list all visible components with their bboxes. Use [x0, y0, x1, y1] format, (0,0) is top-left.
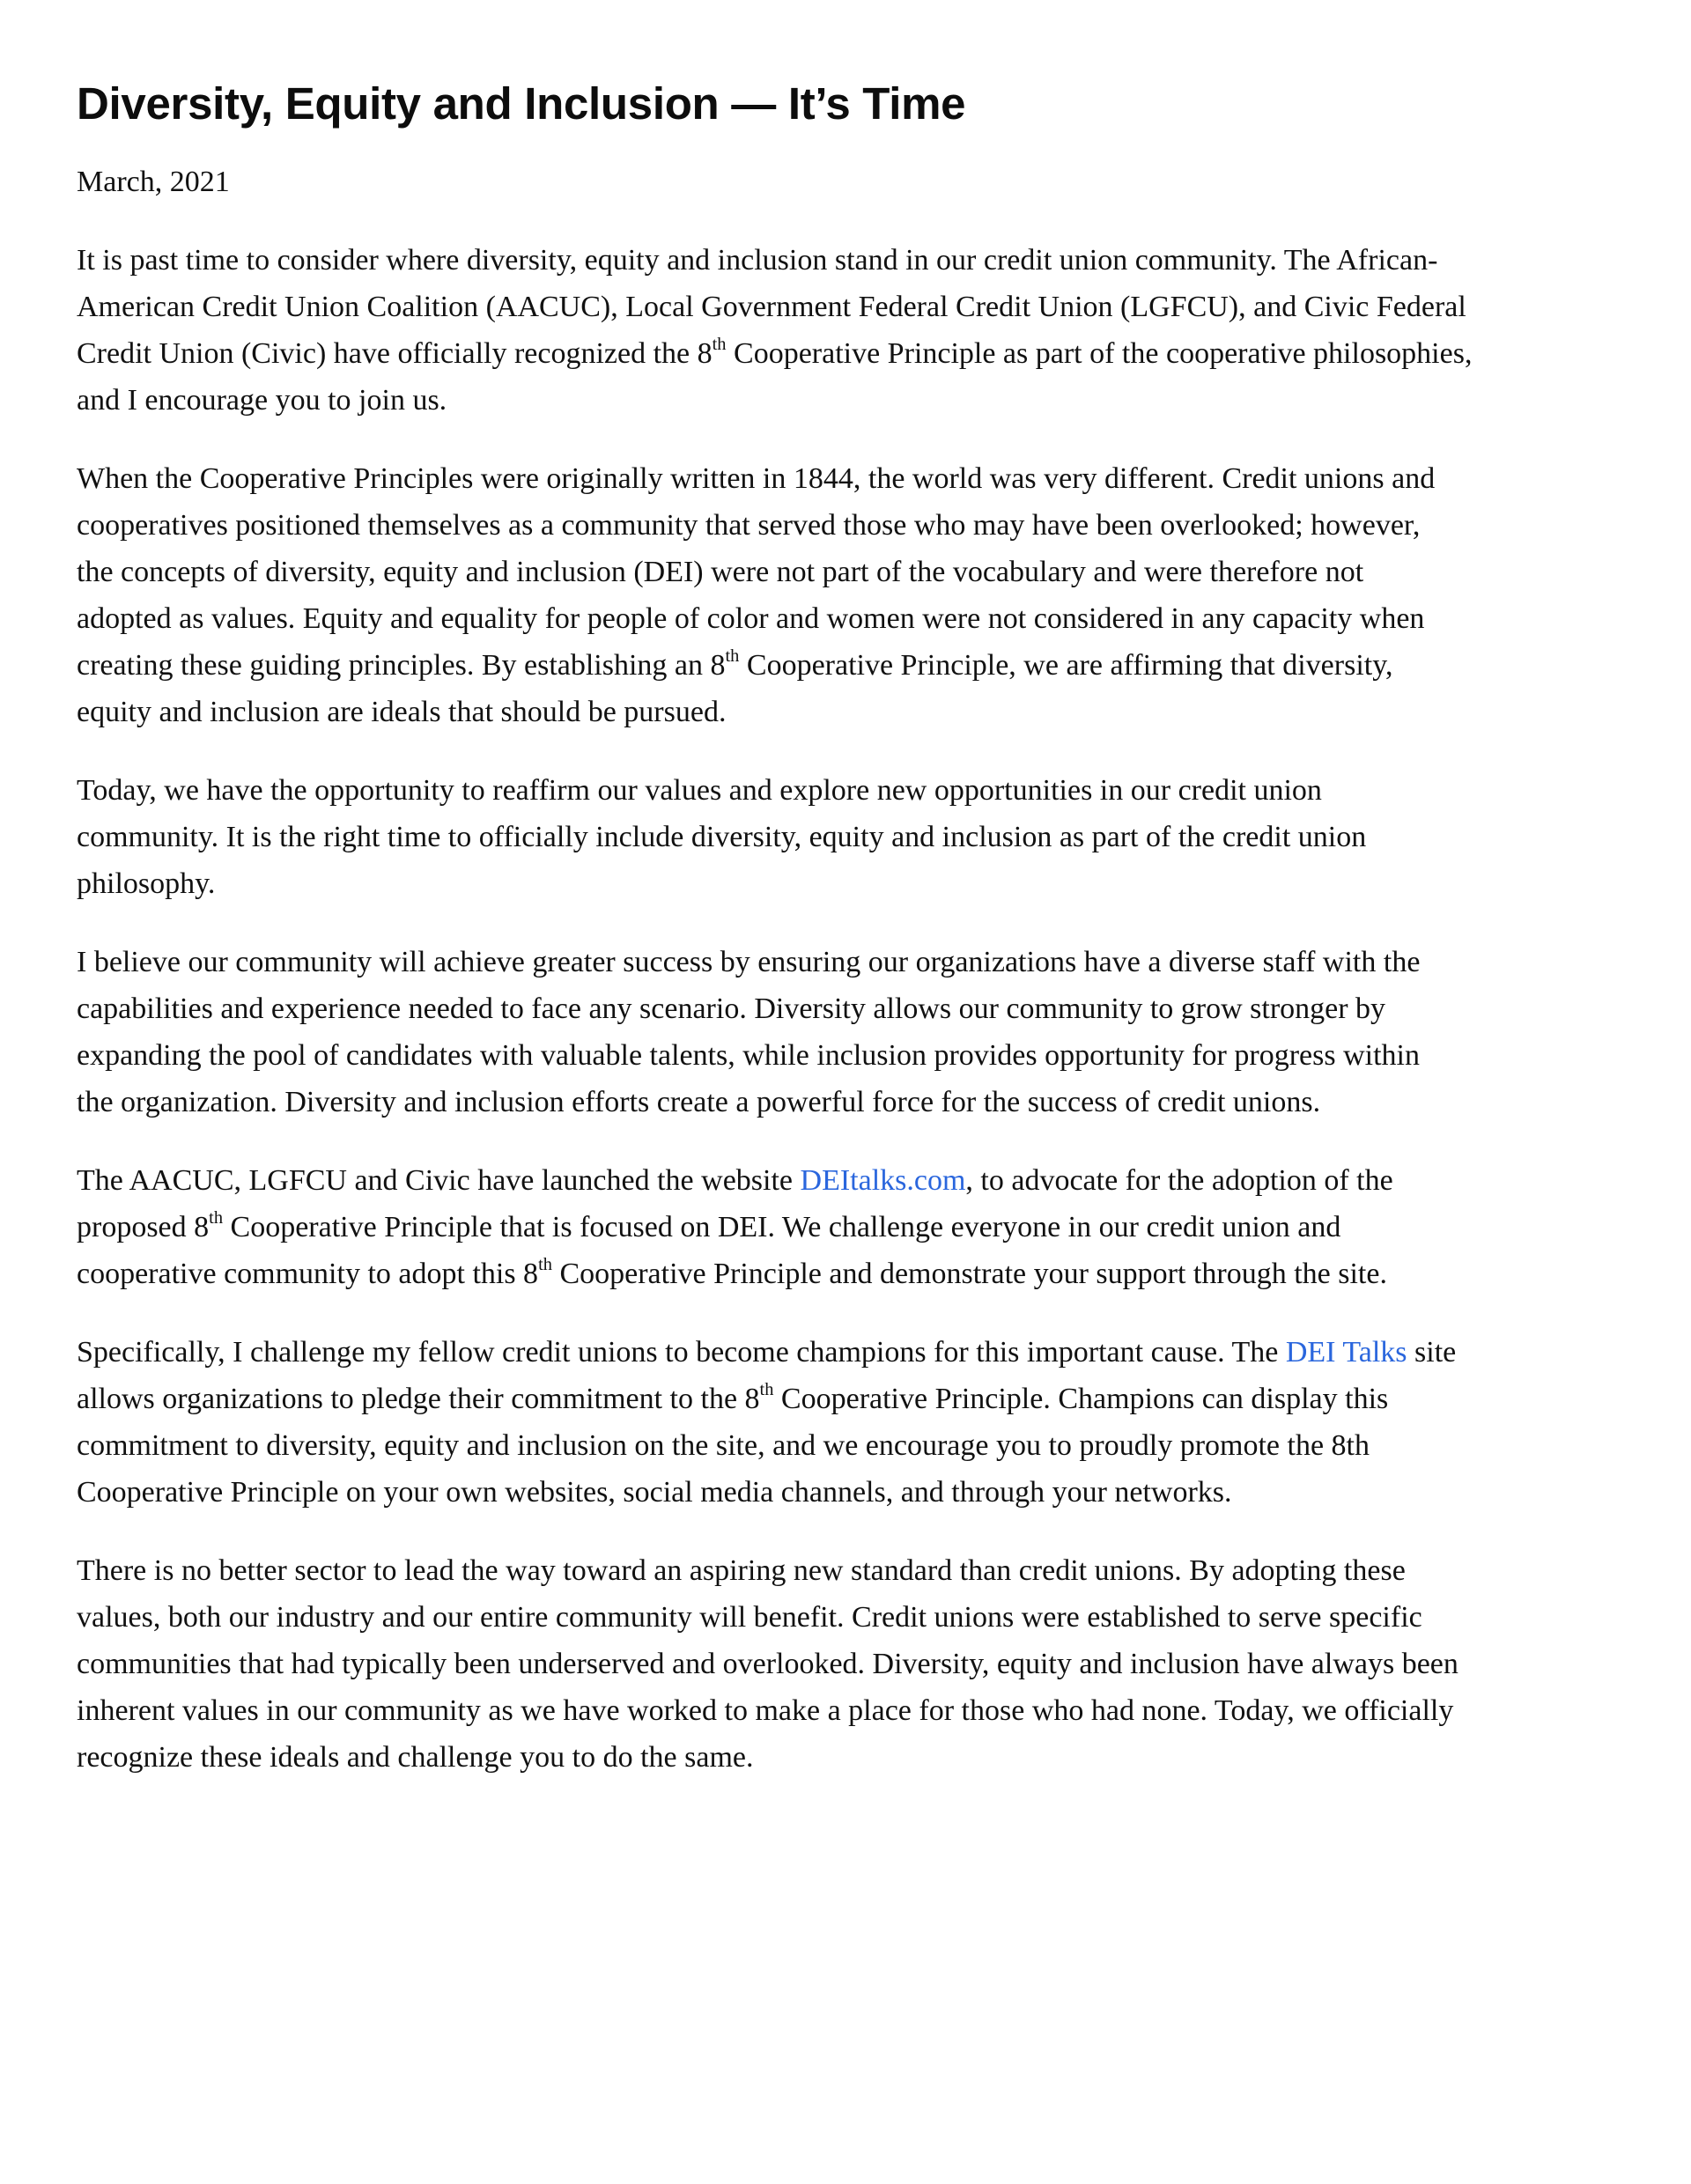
paragraph-line — [77, 767, 1627, 814]
paragraph-line — [77, 595, 1627, 642]
article-date: March, 2021 — [77, 166, 230, 198]
text-run: , to advocate for the adoption of the — [965, 1164, 1393, 1197]
text-run: expanding the pool of candidates with valuable talents, while inclusion provides opportunity for progress within — [77, 1039, 1420, 1072]
paragraph-line — [77, 377, 1627, 424]
text-run: adopted as values. Equity and equality for people of color and women were not considered in any capacity when — [77, 602, 1425, 635]
paragraph-line — [77, 455, 1627, 502]
paragraph-line — [77, 1157, 1627, 1204]
text-run: The AACUC, LGFCU and Civic have launched the website — [77, 1164, 801, 1197]
text-run: proposed 8 — [77, 1211, 210, 1243]
text-run: values, both our industry and our entire community will benefit. Credit unions were established to serve specific — [77, 1601, 1422, 1634]
text-run: It is past time to consider where diversity, equity and inclusion stand in our credit union community. The African- — [77, 244, 1438, 277]
paragraph-line — [77, 985, 1627, 1032]
paragraph-line — [77, 1547, 1627, 1594]
text-run: creating these guiding principles. By establishing an 8 — [77, 649, 726, 682]
paragraph-line — [77, 549, 1627, 595]
paragraph-line — [77, 1032, 1627, 1079]
body-paragraph — [77, 939, 1627, 1125]
paragraph-line — [77, 1422, 1627, 1469]
text-run: American Credit Union Coalition (AACUC), Local Government Federal Credit Union (LGFCU), and Civic Federal — [77, 291, 1466, 323]
paragraph-line — [77, 284, 1627, 330]
text-run: cooperatives positioned themselves as a community that served those who may have been overlooked; however, — [77, 509, 1421, 542]
deitalks-com-link[interactable]: DEItalks.com — [800, 1164, 966, 1197]
text-run: There is no better sector to lead the way toward an aspiring new standard than credit unions. By adopting these — [77, 1554, 1406, 1587]
paragraph-line — [77, 939, 1627, 985]
article — [77, 76, 1627, 1781]
paragraph-line — [77, 1641, 1627, 1687]
text-run: site — [1407, 1336, 1457, 1369]
paragraph-line — [77, 1251, 1627, 1297]
text-run: inherent values in our community as we have worked to make a place for those who had none. Today, we officially — [77, 1694, 1454, 1727]
text-run: commitment to diversity, equity and inclusion on the site, and we encourage you to proudly promote the 8th — [77, 1429, 1370, 1462]
text-run: recognize these ideals and challenge you to do the same. — [77, 1741, 754, 1774]
paragraph-line — [77, 1687, 1627, 1734]
ordinal-superscript: th — [725, 646, 740, 666]
text-run: Credit Union (Civic) have officially recognized the 8 — [77, 337, 713, 370]
body-paragraph — [77, 1329, 1627, 1516]
paragraph-line — [77, 1734, 1627, 1781]
paragraph-line — [77, 642, 1627, 689]
text-run: community. It is the right time to officially include diversity, equity and inclusion as part of the credit union — [77, 821, 1367, 853]
paragraph-line — [77, 860, 1627, 907]
body-paragraph — [77, 1547, 1627, 1781]
paragraph-line — [77, 1079, 1627, 1125]
text-run: Cooperative Principle on your own websites, social media channels, and through your networks. — [77, 1476, 1232, 1509]
text-run: the concepts of diversity, equity and inclusion (DEI) were not part of the vocabulary and were therefore not — [77, 556, 1364, 588]
text-run: allows organizations to pledge their commitment to the 8 — [77, 1383, 760, 1415]
ordinal-superscript: th — [712, 334, 727, 354]
paragraph-line — [77, 814, 1627, 860]
text-run: Today, we have the opportunity to reaffirm our values and explore new opportunities in our credit union — [77, 774, 1322, 807]
text-run: Cooperative Principle that is focused on DEI. We challenge everyone in our credit union and — [223, 1211, 1341, 1243]
article-title: Diversity, Equity and Inclusion — It’s Time — [77, 78, 966, 129]
text-run: cooperative community to adopt this 8 — [77, 1258, 539, 1290]
ordinal-superscript: th — [538, 1254, 552, 1274]
paragraph-line — [77, 502, 1627, 549]
body-paragraph — [77, 1157, 1627, 1297]
dei-talks-link[interactable]: DEI Talks — [1285, 1336, 1407, 1369]
text-run: I believe our community will achieve greater success by ensuring our organizations have a diverse staff with the — [77, 946, 1421, 978]
paragraph-line — [77, 1469, 1627, 1516]
body-paragraph — [77, 455, 1627, 735]
body-paragraph — [77, 767, 1627, 907]
paragraph-line — [77, 689, 1627, 735]
paragraph-line — [77, 1329, 1627, 1376]
text-run: Cooperative Principle. Champions can display this — [773, 1383, 1389, 1415]
text-run: equity and inclusion are ideals that should be pursued. — [77, 696, 727, 728]
text-run: Cooperative Principle as part of the cooperative philosophies, — [726, 337, 1473, 370]
text-run: and I encourage you to join us. — [77, 384, 447, 417]
text-run: Cooperative Principle, we are affirming that diversity, — [739, 649, 1393, 682]
text-run: the organization. Diversity and inclusion efforts create a powerful force for the success of credit unions. — [77, 1086, 1321, 1118]
paragraph-line — [77, 330, 1627, 377]
paragraph-line — [77, 1376, 1627, 1422]
body-paragraph — [77, 237, 1627, 424]
text-run: Cooperative Principle and demonstrate your support through the site. — [551, 1258, 1387, 1290]
ordinal-superscript: th — [759, 1379, 774, 1399]
text-run: philosophy. — [77, 867, 216, 900]
paragraph-line — [77, 237, 1627, 284]
article-body — [77, 237, 1627, 1781]
paragraph-line — [77, 1204, 1627, 1251]
paragraph-line — [77, 1594, 1627, 1641]
text-run: When the Cooperative Principles were originally written in 1844, the world was very different. Credit unions and — [77, 462, 1436, 495]
text-run: Specifically, I challenge my fellow credit unions to become champions for this important cause. The — [77, 1336, 1286, 1369]
text-run: capabilities and experience needed to face any scenario. Diversity allows our community to grow stronger by — [77, 992, 1386, 1025]
text-run: communities that had typically been underserved and overlooked. Diversity, equity and inclusion have always been — [77, 1648, 1458, 1680]
ordinal-superscript: th — [209, 1207, 224, 1228]
